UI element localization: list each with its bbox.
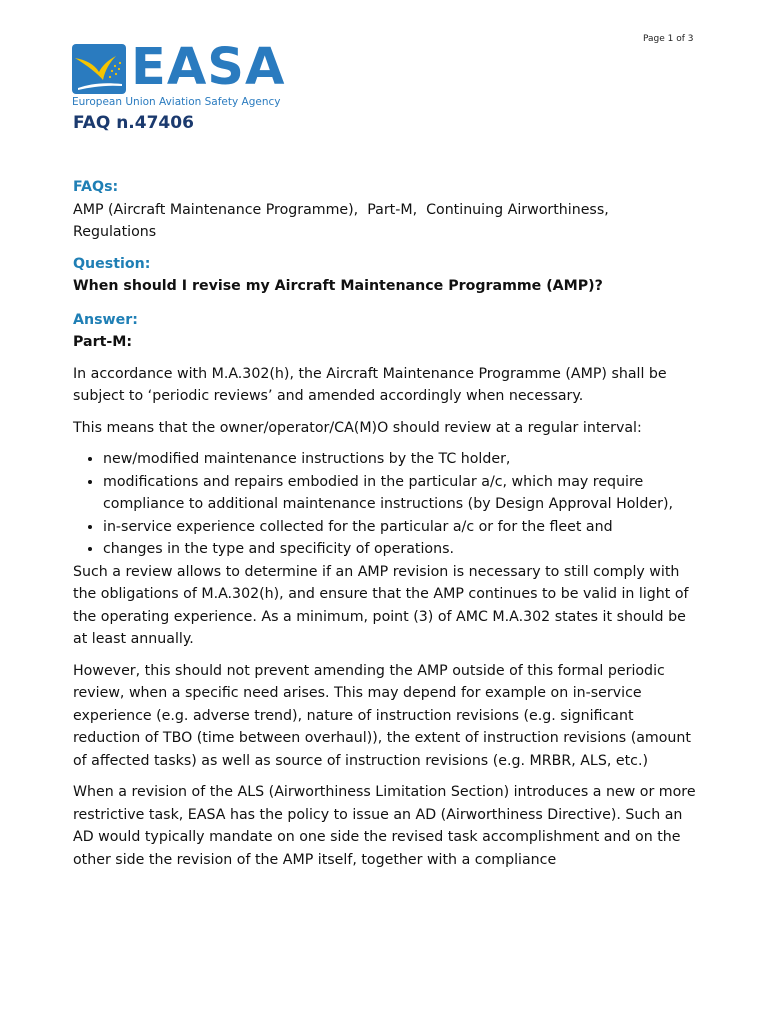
faqs-tags-line2: Regulations bbox=[73, 224, 157, 240]
faqs-heading: FAQs: bbox=[73, 179, 119, 195]
answer-paragraph-2: This means that the owner/operator/CA(M)O should review at a regular interval: bbox=[73, 419, 642, 436]
answer-heading: Answer: bbox=[73, 311, 138, 328]
list-item: • changes in the type and specificity of operations. bbox=[103, 538, 697, 561]
easa-logo-icon bbox=[72, 44, 126, 94]
faqs-tags bbox=[73, 199, 697, 244]
list-item: • in-service experience collected for the particular a/c or for the fleet and bbox=[103, 516, 697, 539]
review-list bbox=[73, 448, 697, 561]
document-body bbox=[73, 176, 697, 880]
page-number: Page 1 of 3 bbox=[643, 34, 694, 44]
list-item: • modifications and repairs embodied in the particular a/c, which may require compliance to additional maintenance instructions (by Design Approval Holder), bbox=[103, 471, 697, 516]
easa-logo bbox=[72, 38, 286, 112]
answer-paragraph-5: When a revision of the ALS (Airworthiness Limitation Section) introduces a new or more restrictive task, EASA has the policy to issue an AD (Airworthiness Directive). Such an AD would typically mandate on one side the revised task accomplishment and on the other side the revision of the AMP itself, together with a compliance bbox=[73, 784, 696, 868]
answer-paragraph-3: Such a review allows to determine if an AMP revision is necessary to still comply with the obligations of M.A.302(h), and ensure that the AMP continues to be valid in light of the operating experience. As a minimum, point (3) of AMC M.A.302 states it should be at least annually. bbox=[73, 563, 689, 647]
answer-paragraph-1: In accordance with M.A.302(h), the Aircraft Maintenance Programme (AMP) shall be subject to ‘periodic reviews’ and amended accordingly when necessary. bbox=[73, 365, 667, 404]
answer-paragraph-4: However, this should not prevent amending the AMP outside of this formal periodic review, when a specific need arises. This may depend for example on in-service experience (e.g. adverse trend), nature of instruction revisions (e.g. significant reduction of TBO (time between overhaul)), the extent of instruction revisions (amount of affected tasks) as well as source of instruction revisions (e.g. MRBR, ALS, etc.) bbox=[73, 662, 691, 769]
logo-subtitle: European Union Aviation Safety Agency bbox=[72, 96, 281, 108]
list-item: • new/modified maintenance instructions by the TC holder, bbox=[103, 448, 697, 471]
logo-wordmark: EASA bbox=[131, 38, 286, 97]
question-text: When should I revise my Aircraft Maintenance Programme (AMP)? bbox=[73, 278, 603, 294]
faqs-tags-line1: AMP (Aircraft Maintenance Programme), Part-M, Continuing Airworthiness, bbox=[73, 201, 609, 218]
faq-id: FAQ n.47406 bbox=[73, 113, 194, 133]
answer-subheading: Part-M: bbox=[73, 334, 133, 350]
question-heading: Question: bbox=[73, 255, 151, 272]
